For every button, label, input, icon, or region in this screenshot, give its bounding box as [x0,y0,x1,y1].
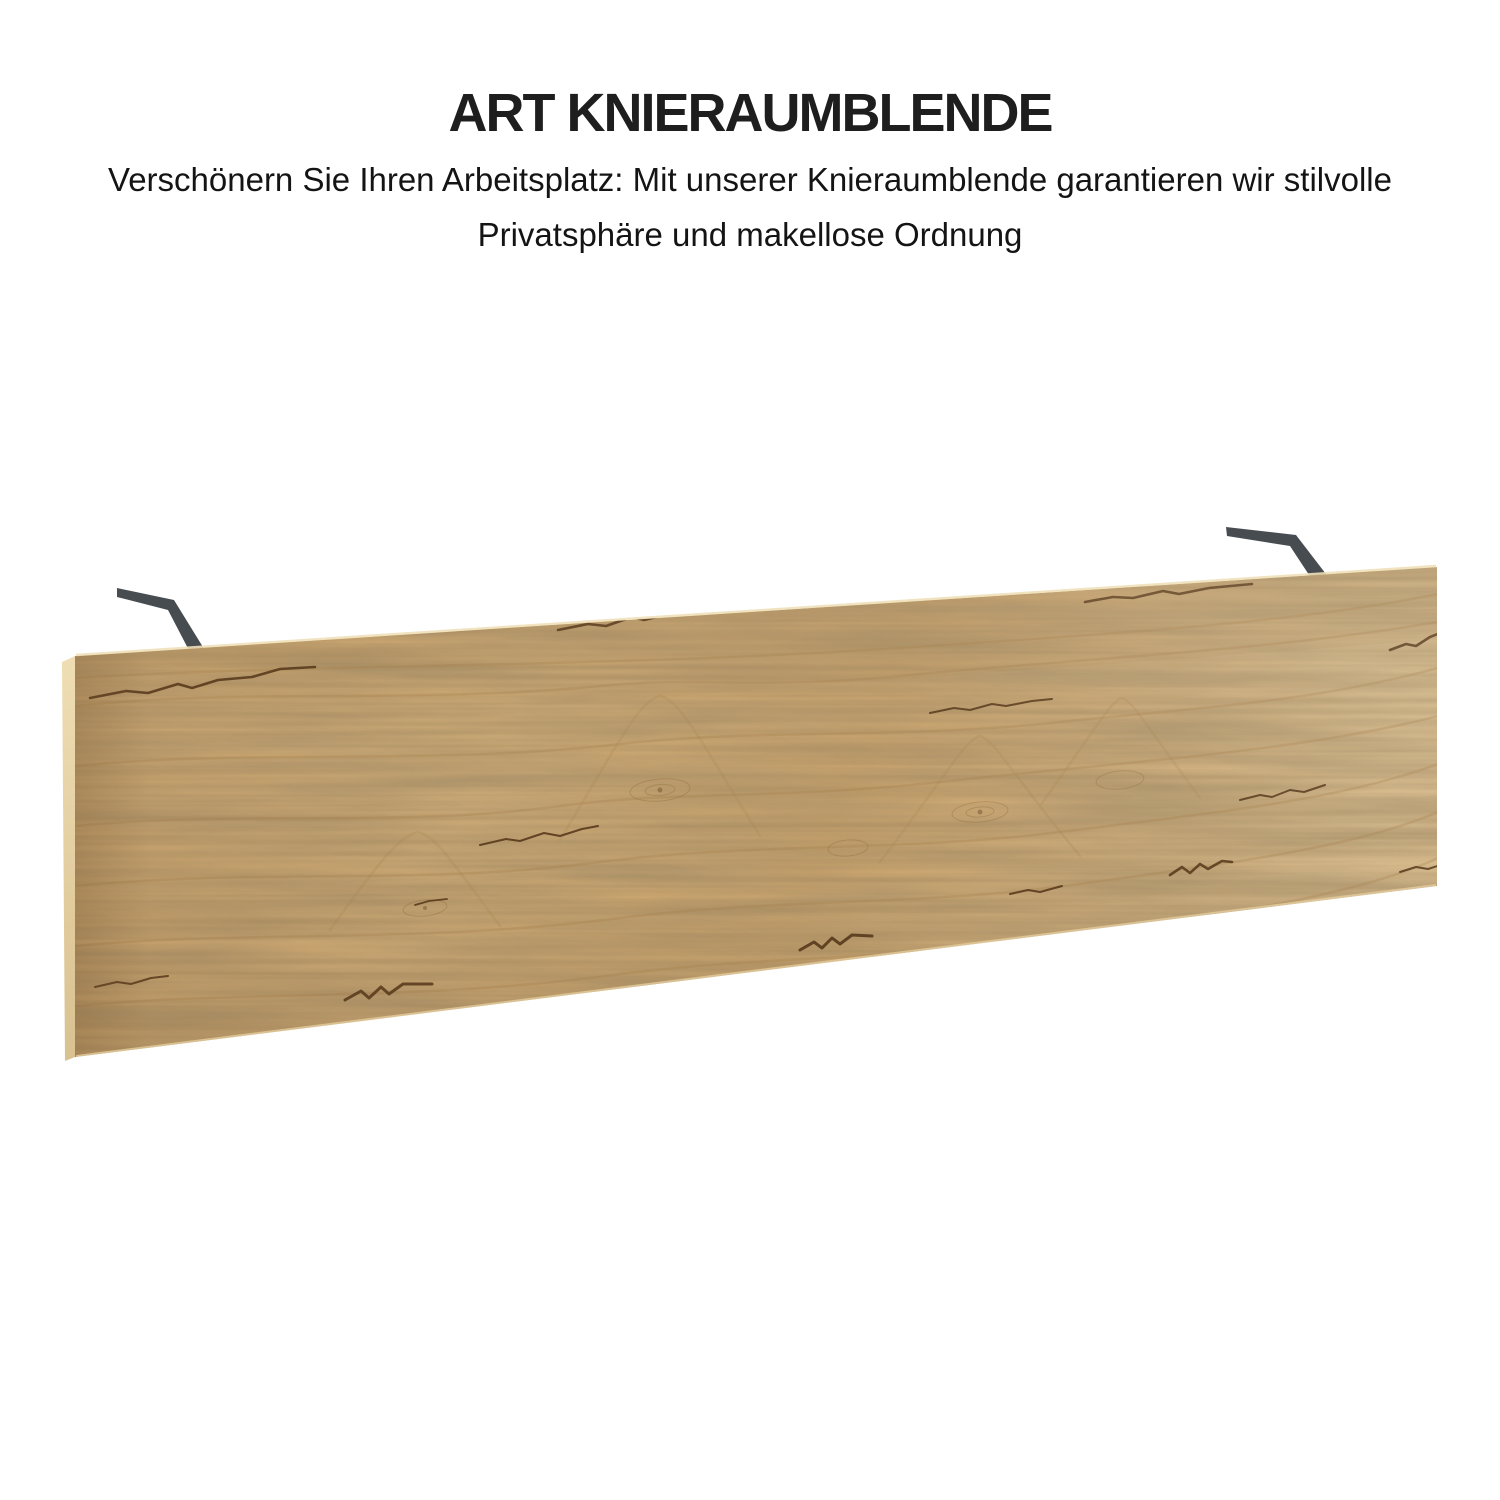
product-title: ART KNIERAUMBLENDE [448,83,1052,143]
wood-panel [60,540,1455,1085]
product-subtitle [0,152,1500,262]
wood-panel-left-edge [62,656,75,1061]
subtitle-line-1: Verschönern Sie Ihren Arbeitsplatz: Mit unserer Knieraumblende garantieren wir stilvolle [108,161,1392,198]
subtitle-line-2: Privatsphäre und makellose Ordnung [477,216,1023,253]
